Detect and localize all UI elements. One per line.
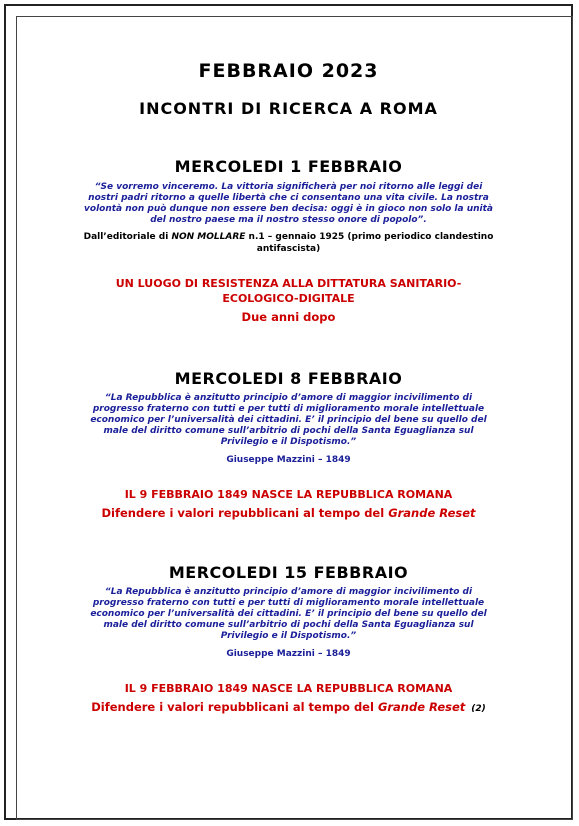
section3-day-heading: MERCOLEDI 15 FEBBRAIO	[168, 563, 409, 582]
red-subtitle-italic: Grande Reset	[377, 700, 466, 714]
page-subtitle: INCONTRI DI RICERCA A ROMA	[139, 99, 438, 118]
quote-line: “Se vorremo vinceremo. La vittoria significherà per noi ritorno alle leggi dei	[94, 182, 483, 192]
section3-author: Giuseppe Mazzini – 1849	[226, 649, 351, 659]
source-line: antifascista)	[256, 244, 321, 254]
red-line: UN LUOGO DI RESISTENZA ALLA DITTATURA SANITARIO-	[115, 277, 462, 290]
quote-line: “La Repubblica è anzitutto principio d’amore di maggior incivilimento di	[104, 587, 473, 597]
quote-line: volontà non può dunque non essere ben decisa: oggi è in gioco non solo la unità	[84, 204, 493, 214]
red-subtitle-text: Difendere i valori repubblicani al tempo del	[101, 506, 389, 520]
section1-red-subtitle: Due anni dopo	[241, 310, 336, 324]
section3-red-title: IL 9 FEBBRAIO 1849 NASCE LA REPUBBLICA ROMANA	[124, 682, 453, 695]
page-title: FEBBRAIO 2023	[198, 60, 379, 82]
quote-line: male del diritto comune sull’arbitrio di pochi della Santa Eguaglianza sul	[103, 426, 474, 436]
section1-red-title	[10, 276, 567, 306]
section3-quote	[10, 587, 567, 642]
section1-source	[10, 231, 567, 255]
section3-red-subtitle	[10, 700, 567, 714]
source-publication: NON MOLLARE	[171, 232, 246, 242]
red-subtitle-italic: Grande Reset	[388, 506, 476, 520]
section1-quote	[10, 182, 567, 226]
source-line	[10, 231, 567, 243]
quote-line: Privilegio e il Dispotismo.”	[220, 437, 357, 447]
quote-line: progresso fraterno con tutti e per tutti di miglioramento morale intellettuale	[92, 404, 485, 414]
source-suffix: n.1 – gennaio 1925 (primo periodico clandestino	[245, 232, 494, 242]
quote-line: del nostro paese ma il nostro stesso onore di popolo”.	[150, 215, 427, 225]
section2-author: Giuseppe Mazzini – 1849	[226, 455, 351, 465]
section1-day-heading: MERCOLEDI 1 FEBBRAIO	[174, 157, 403, 176]
source-prefix: Dall’editoriale di	[83, 232, 172, 242]
quote-line: economico per l’universalità dei cittadini. E’ il principio del bene su quello del	[90, 609, 487, 619]
footnote-marker: (2)	[471, 704, 486, 714]
quote-line: “La Repubblica è anzitutto principio d’amore di maggior incivilimento di	[104, 393, 473, 403]
red-subtitle-text: Difendere i valori repubblicani al tempo del	[91, 700, 378, 714]
quote-line: nostri padri ritorno a quelle libertà che ci consentano una vita civile. La nostra	[88, 193, 489, 203]
red-line: ECOLOGICO-DIGITALE	[222, 292, 355, 305]
quote-line: economico per l’universalità dei cittadini. E’ il principio del bene su quello del	[90, 415, 487, 425]
section2-red-title: IL 9 FEBBRAIO 1849 NASCE LA REPUBBLICA ROMANA	[124, 488, 453, 501]
quote-line: Privilegio e il Dispotismo.”	[220, 631, 357, 641]
quote-line: male del diritto comune sull’arbitrio di pochi della Santa Eguaglianza sul	[103, 620, 474, 630]
quote-line: progresso fraterno con tutti e per tutti di miglioramento morale intellettuale	[92, 598, 485, 608]
section2-day-heading: MERCOLEDI 8 FEBBRAIO	[174, 369, 403, 388]
section2-quote	[10, 393, 567, 448]
section2-red-subtitle	[10, 506, 567, 520]
